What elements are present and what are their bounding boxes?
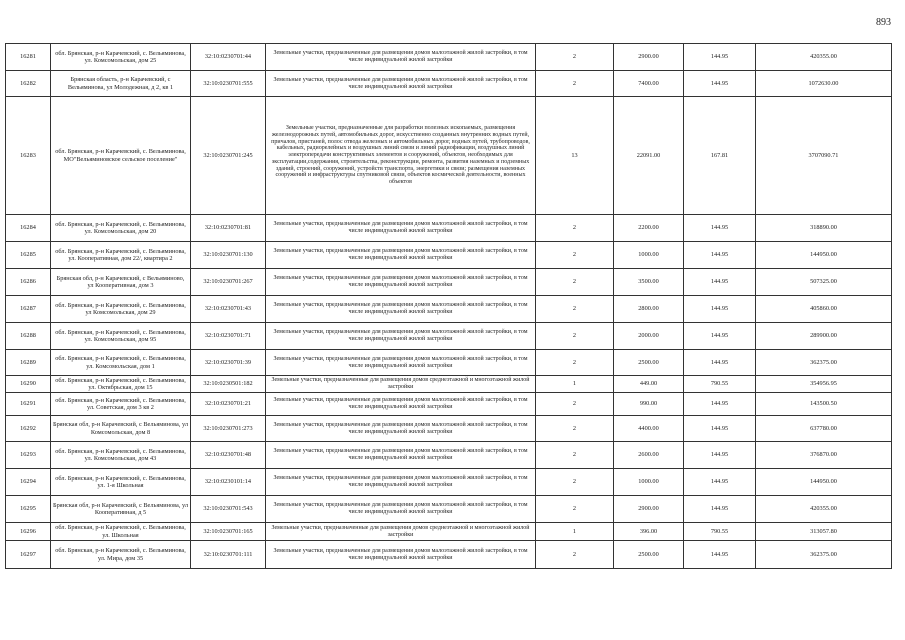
specific-value-cell: 144.95 — [684, 541, 756, 569]
cadastral-value-cell: 637780.00 — [756, 416, 892, 442]
use-group-cell: 2 — [536, 323, 614, 350]
address-cell: Брянская обл, р-н Карачевский, с Вельяминова, ул Комсомольская, дом 8 — [51, 416, 191, 442]
specific-value-cell: 144.95 — [684, 242, 756, 269]
area-cell: 2500.00 — [614, 541, 684, 569]
address-cell: обл. Брянская, р-н Карачевский, с. Вельяминова, ул. Советская, дом 3 кв 2 — [51, 393, 191, 416]
land-use-cell: Земельные участки, предназначенные для размещения домов малоэтажной жилой застройки, в том числе индивидуальной жилой застройки — [266, 71, 536, 97]
page-number: 893 — [876, 17, 891, 28]
use-group-cell: 1 — [536, 376, 614, 393]
land-use-cell: Земельные участки, предназначенные для размещения домов малоэтажной жилой застройки, в том числе индивидуальной жилой застройки — [266, 416, 536, 442]
use-group-cell: 2 — [536, 215, 614, 242]
parcel-number-cell: 16293 — [6, 442, 51, 469]
parcel-number-cell: 16281 — [6, 44, 51, 71]
area-cell: 2200.00 — [614, 215, 684, 242]
cadastral-value-cell: 376870.00 — [756, 442, 892, 469]
table-row — [6, 71, 892, 97]
table-row — [6, 242, 892, 269]
land-use-cell: Земельные участки, предназначенные для размещения домов малоэтажной жилой застройки, в том числе индивидуальной жилой застройки — [266, 541, 536, 569]
address-cell: обл. Брянская, р-н Карачевский, с. Вельяминова, ул. Мира, дом 35 — [51, 541, 191, 569]
table-row — [6, 523, 892, 541]
address-cell: Брянская обл, р-н Карачевский, с Вельяминова, ул Кооперативная, д 5 — [51, 496, 191, 523]
address-cell: обл. Брянская, р-н Карачевский, с. Вельяминова, МО"Вельяминовское сельское поселение" — [51, 97, 191, 215]
cadastral-number-cell: 32:10:0230701:71 — [191, 323, 266, 350]
parcel-number-cell: 16289 — [6, 350, 51, 376]
specific-value-cell: 144.95 — [684, 215, 756, 242]
parcel-number-cell: 16294 — [6, 469, 51, 496]
table-row — [6, 469, 892, 496]
address-cell: обл. Брянская, р-н Карачевский, с. Вельяминова, ул. Комсомольская, дом 95 — [51, 323, 191, 350]
specific-value-cell: 790.55 — [684, 376, 756, 393]
cadastral-number-cell: 32:10:0230701:81 — [191, 215, 266, 242]
area-cell: 449.00 — [614, 376, 684, 393]
parcel-number-cell: 16286 — [6, 269, 51, 296]
address-cell: Брянская обл, р-н Карачевский, с Вельяминово, ул Кооперативная, дом 3 — [51, 269, 191, 296]
specific-value-cell: 144.95 — [684, 469, 756, 496]
parcel-number-cell: 16284 — [6, 215, 51, 242]
table-row — [6, 296, 892, 323]
parcel-number-cell: 16282 — [6, 71, 51, 97]
parcel-number-cell: 16287 — [6, 296, 51, 323]
cadastral-value-cell: 405860.00 — [756, 296, 892, 323]
specific-value-cell: 144.95 — [684, 393, 756, 416]
area-cell: 1000.00 — [614, 469, 684, 496]
specific-value-cell: 144.95 — [684, 496, 756, 523]
specific-value-cell: 167.81 — [684, 97, 756, 215]
use-group-cell: 2 — [536, 269, 614, 296]
land-use-cell: Земельные участки, предназначенные для размещения домов малоэтажной жилой застройки, в том числе индивидуальной жилой застройки — [266, 469, 536, 496]
use-group-cell: 2 — [536, 393, 614, 416]
table-row — [6, 496, 892, 523]
cadastral-value-cell: 144950.00 — [756, 242, 892, 269]
area-cell: 3500.00 — [614, 269, 684, 296]
address-cell: обл. Брянская, р-н Карачевский, с. Вельяминова, ул. 1-я Школьная — [51, 469, 191, 496]
area-cell: 2500.00 — [614, 350, 684, 376]
address-cell: Брянская область, р-н Карачевский, с Вельяминова, ул Молодежная, д 2, кв 1 — [51, 71, 191, 97]
table-row — [6, 393, 892, 416]
land-use-cell: Земельные участки, предназначенные для размещения домов малоэтажной жилой застройки, в том числе индивидуальной жилой застройки — [266, 442, 536, 469]
land-use-cell: Земельные участки, предназначенные для размещения домов малоэтажной жилой застройки, в том числе индивидуальной жилой застройки — [266, 393, 536, 416]
specific-value-cell: 144.95 — [684, 296, 756, 323]
use-group-cell: 2 — [536, 44, 614, 71]
parcel-number-cell: 16292 — [6, 416, 51, 442]
specific-value-cell: 144.95 — [684, 416, 756, 442]
land-use-cell: Земельные участки, предназначенные для размещения домов среднеэтажной и многоэтажной жилой застройки — [266, 376, 536, 393]
land-use-cell: Земельные участки, предназначенные для разработки полезных ископаемых, размещения железнодорожных путей, автомобильных дорог, искусственно созданных внутренних водных путей, причалов, пристаней, полос отвода железных и автомобильных дорог, водных путей, трубопроводов, кабельных, радиорелейных и воздушных линий связи и линий радиофикации, воздушных линий электропередачи конструктивных элементов и сооружений, объектов, необходимых для эксплуатации,содержания, строительства, реконструкции, ремонта, развития наземных и подземных зданий, строений, сооружений, устройств транспорта, энергетики и связи; размещения наземных сооружений и инфраструктуры спутниковой связи, объектов космической деятельности, военных объектов — [266, 97, 536, 215]
land-use-cell: Земельные участки, предназначенные для размещения домов малоэтажной жилой застройки, в том числе индивидуальной жилой застройки — [266, 296, 536, 323]
area-cell: 2900.00 — [614, 496, 684, 523]
land-use-cell: Земельные участки, предназначенные для размещения домов малоэтажной жилой застройки, в том числе индивидуальной жилой застройки — [266, 44, 536, 71]
register-body — [6, 44, 892, 569]
table-row — [6, 416, 892, 442]
area-cell: 4400.00 — [614, 416, 684, 442]
use-group-cell: 2 — [536, 71, 614, 97]
use-group-cell: 2 — [536, 416, 614, 442]
area-cell: 2800.00 — [614, 296, 684, 323]
address-cell: обл. Брянская, р-н Карачевский, с. Вельяминова, ул. Комсомольская, дом 43 — [51, 442, 191, 469]
area-cell: 7400.00 — [614, 71, 684, 97]
land-use-cell: Земельные участки, предназначенные для размещения домов малоэтажной жилой застройки, в том числе индивидуальной жилой застройки — [266, 323, 536, 350]
land-use-cell: Земельные участки, предназначенные для размещения домов малоэтажной жилой застройки, в том числе индивидуальной жилой застройки — [266, 350, 536, 376]
parcel-number-cell: 16295 — [6, 496, 51, 523]
table-row — [6, 269, 892, 296]
cadastral-number-cell: 32:10:0230701:39 — [191, 350, 266, 376]
cadastral-value-cell: 507325.00 — [756, 269, 892, 296]
specific-value-cell: 790.55 — [684, 523, 756, 541]
land-use-cell: Земельные участки, предназначенные для размещения домов малоэтажной жилой застройки, в том числе индивидуальной жилой застройки — [266, 496, 536, 523]
cadastral-number-cell: 32:10:0230701:48 — [191, 442, 266, 469]
cadastral-value-cell: 420355.00 — [756, 496, 892, 523]
area-cell: 2000.00 — [614, 323, 684, 350]
address-cell: обл. Брянская, р-н Карачевский, с. Вельяминова, ул. Школьная — [51, 523, 191, 541]
cadastral-number-cell: 32:10:0230701:555 — [191, 71, 266, 97]
address-cell: обл. Брянская, р-н Карачевский, с. Вельяминова, ул. Комсомольская, дом 20 — [51, 215, 191, 242]
use-group-cell: 2 — [536, 496, 614, 523]
use-group-cell: 2 — [536, 442, 614, 469]
cadastral-number-cell: 32:10:0230701:273 — [191, 416, 266, 442]
cadastral-number-cell: 32:10:0230701:267 — [191, 269, 266, 296]
cadastral-number-cell: 32:10:0230701:130 — [191, 242, 266, 269]
parcel-number-cell: 16288 — [6, 323, 51, 350]
use-group-cell: 2 — [536, 350, 614, 376]
land-use-cell: Земельные участки, предназначенные для размещения домов малоэтажной жилой застройки, в том числе индивидуальной жилой застройки — [266, 242, 536, 269]
cadastral-value-cell: 3707090.71 — [756, 97, 892, 215]
cadastral-value-cell: 313057.80 — [756, 523, 892, 541]
specific-value-cell: 144.95 — [684, 71, 756, 97]
area-cell: 22091.00 — [614, 97, 684, 215]
use-group-cell: 2 — [536, 242, 614, 269]
specific-value-cell: 144.95 — [684, 323, 756, 350]
cadastral-number-cell: 32:10:0230701:165 — [191, 523, 266, 541]
specific-value-cell: 144.95 — [684, 442, 756, 469]
cadastral-number-cell: 32:10:0230701:43 — [191, 296, 266, 323]
parcel-number-cell: 16290 — [6, 376, 51, 393]
area-cell: 2900.00 — [614, 44, 684, 71]
specific-value-cell: 144.95 — [684, 269, 756, 296]
parcel-register-table — [5, 43, 892, 569]
specific-value-cell: 144.95 — [684, 350, 756, 376]
table-row — [6, 442, 892, 469]
address-cell: обл. Брянская, р-н Карачевский, с. Вельяминова, ул Комсомольская, дом 29 — [51, 296, 191, 323]
parcel-number-cell: 16291 — [6, 393, 51, 416]
table-row — [6, 44, 892, 71]
cadastral-number-cell: 32:10:0230701:44 — [191, 44, 266, 71]
cadastral-number-cell: 32:10:0230701:111 — [191, 541, 266, 569]
cadastral-value-cell: 143500.50 — [756, 393, 892, 416]
cadastral-number-cell: 32:10:0230701:245 — [191, 97, 266, 215]
cadastral-value-cell: 318890.00 — [756, 215, 892, 242]
use-group-cell: 2 — [536, 541, 614, 569]
cadastral-value-cell: 289900.00 — [756, 323, 892, 350]
parcel-number-cell: 16297 — [6, 541, 51, 569]
cadastral-number-cell: 32:10:0230701:543 — [191, 496, 266, 523]
address-cell: обл. Брянская, р-н Карачевский, с. Вельяминова, ул. Комсомольская, дом 1 — [51, 350, 191, 376]
land-use-cell: Земельные участки, предназначенные для размещения домов малоэтажной жилой застройки, в том числе индивидуальной жилой застройки — [266, 215, 536, 242]
use-group-cell: 13 — [536, 97, 614, 215]
area-cell: 1000.00 — [614, 242, 684, 269]
land-use-cell: Земельные участки, предназначенные для размещения домов малоэтажной жилой застройки, в том числе индивидуальной жилой застройки — [266, 269, 536, 296]
table-row — [6, 97, 892, 215]
cadastral-number-cell: 32:10:0230701:21 — [191, 393, 266, 416]
cadastral-number-cell: 32:10:0230101:14 — [191, 469, 266, 496]
cadastral-value-cell: 420355.00 — [756, 44, 892, 71]
address-cell: обл. Брянская, р-н Карачевский, с. Вельяминова, ул. Октябрьская, дом 15 — [51, 376, 191, 393]
use-group-cell: 2 — [536, 296, 614, 323]
parcel-number-cell: 16283 — [6, 97, 51, 215]
address-cell: обл. Брянская, р-н Карачевский, с. Вельяминова, ул. Кооперативная, дом 22/, квартира 2 — [51, 242, 191, 269]
specific-value-cell: 144.95 — [684, 44, 756, 71]
use-group-cell: 2 — [536, 469, 614, 496]
table-row — [6, 323, 892, 350]
cadastral-value-cell: 354956.95 — [756, 376, 892, 393]
parcel-number-cell: 16285 — [6, 242, 51, 269]
parcel-number-cell: 16296 — [6, 523, 51, 541]
area-cell: 396.00 — [614, 523, 684, 541]
cadastral-value-cell: 1072630.00 — [756, 71, 892, 97]
use-group-cell: 1 — [536, 523, 614, 541]
table-row — [6, 541, 892, 569]
cadastral-value-cell: 362375.00 — [756, 350, 892, 376]
area-cell: 2600.00 — [614, 442, 684, 469]
cadastral-number-cell: 32:10:0230501:182 — [191, 376, 266, 393]
table-row — [6, 350, 892, 376]
cadastral-value-cell: 362375.00 — [756, 541, 892, 569]
table-row — [6, 215, 892, 242]
cadastral-value-cell: 144950.00 — [756, 469, 892, 496]
table-row — [6, 376, 892, 393]
land-use-cell: Земельные участки, предназначенные для размещения домов среднеэтажной и многоэтажной жилой застройки — [266, 523, 536, 541]
address-cell: обл. Брянская, р-н Карачевский, с. Вельяминова, ул. Комсомольская, дом 25 — [51, 44, 191, 71]
area-cell: 990.00 — [614, 393, 684, 416]
